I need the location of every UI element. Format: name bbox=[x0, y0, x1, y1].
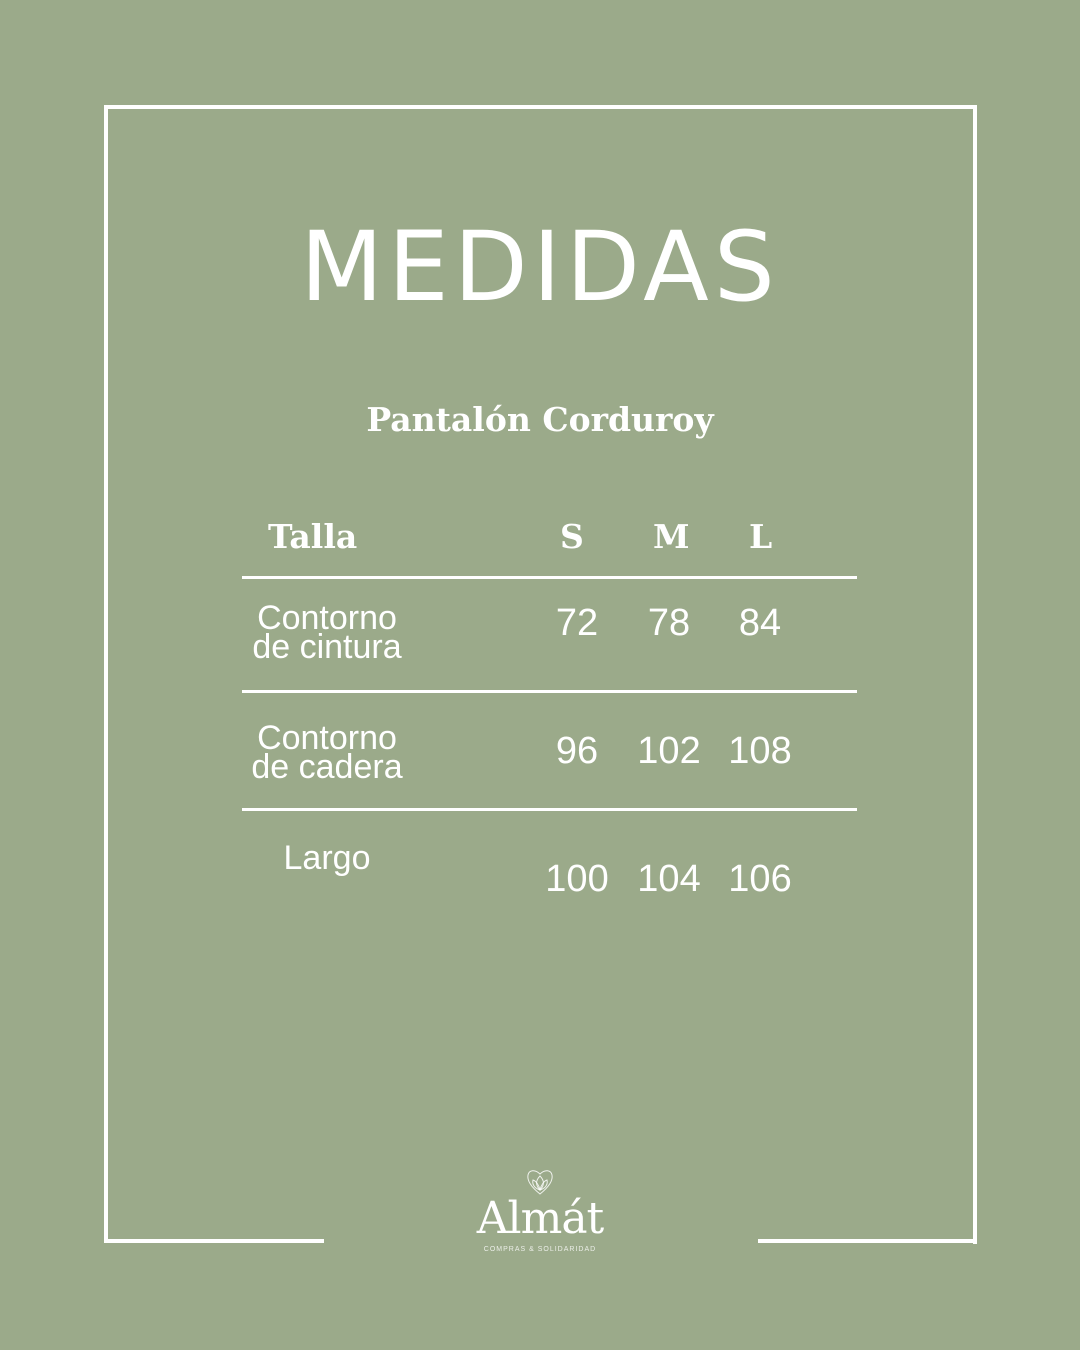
size-header-m: M bbox=[653, 517, 690, 556]
brand-name: Almát bbox=[476, 1193, 604, 1244]
cell-cadera-s: 96 bbox=[555, 730, 599, 772]
brand-logo bbox=[440, 1165, 640, 1260]
cell-largo-m: 104 bbox=[637, 858, 701, 900]
row-label-cintura bbox=[228, 599, 426, 666]
row-label-line: Largo bbox=[283, 839, 371, 877]
size-header-s: S bbox=[560, 517, 584, 556]
row-label-cadera bbox=[228, 719, 426, 786]
size-header-label: Talla bbox=[268, 517, 358, 556]
row-label-line: de cadera bbox=[251, 748, 403, 786]
brand-tagline: COMPRAS & SOLIDARIDAD bbox=[483, 1246, 597, 1253]
size-header-l: L bbox=[749, 517, 773, 556]
cell-largo-s: 100 bbox=[545, 858, 609, 900]
cell-cadera-m: 102 bbox=[637, 730, 701, 772]
row-label-largo bbox=[228, 839, 426, 877]
cell-cintura-m: 78 bbox=[647, 602, 691, 644]
table-divider bbox=[242, 576, 857, 579]
row-label-line: de cintura bbox=[252, 628, 402, 666]
frame-bottom-right bbox=[758, 1239, 977, 1243]
row-label-line: Contorno bbox=[257, 599, 397, 637]
row-label-line: Contorno bbox=[257, 719, 397, 757]
table-divider bbox=[242, 808, 857, 811]
frame-bottom-left bbox=[104, 1239, 324, 1243]
table-divider bbox=[242, 690, 857, 693]
cell-cintura-s: 72 bbox=[555, 602, 599, 644]
cell-cadera-l: 108 bbox=[728, 730, 792, 772]
product-name: Pantalón Corduroy bbox=[366, 400, 714, 439]
cell-largo-l: 106 bbox=[728, 858, 792, 900]
page-title: MEDIDAS bbox=[300, 211, 780, 323]
frame-top bbox=[104, 105, 977, 109]
cell-cintura-l: 84 bbox=[738, 602, 782, 644]
